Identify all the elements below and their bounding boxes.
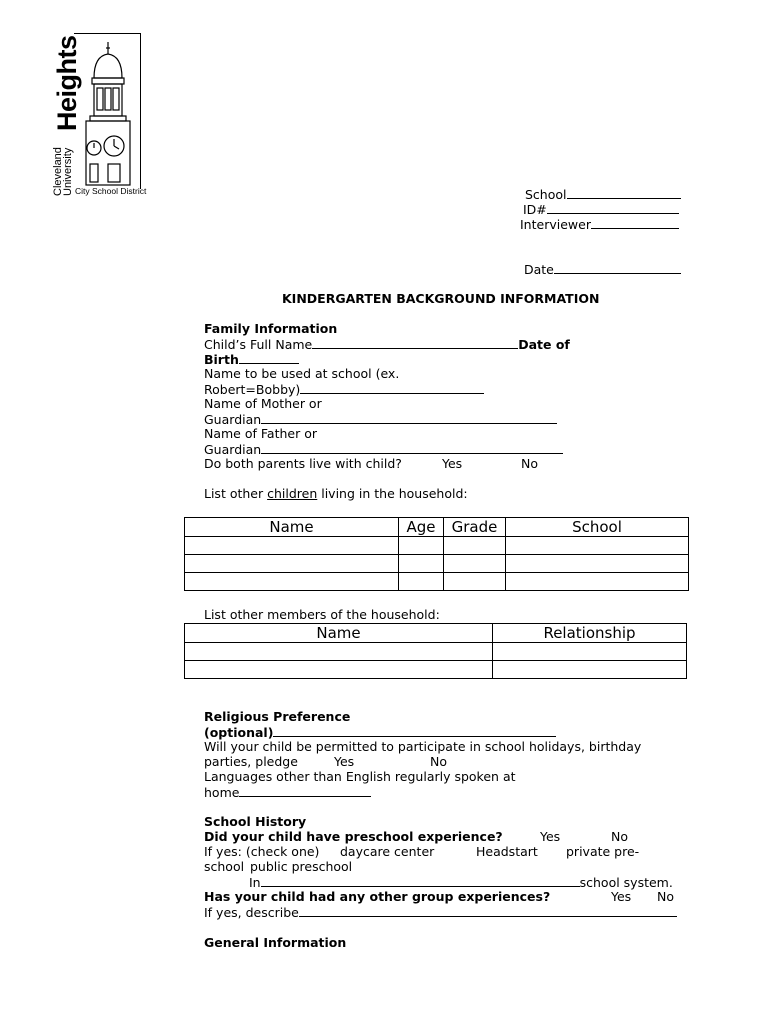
nickname-input-line[interactable] bbox=[300, 381, 484, 394]
children-cell[interactable] bbox=[185, 537, 399, 555]
logo-university-text: University bbox=[62, 147, 74, 196]
date-field[interactable] bbox=[524, 261, 681, 277]
table-row bbox=[185, 537, 689, 555]
children-intro-prefix: List other bbox=[204, 486, 268, 501]
school-input-line[interactable] bbox=[567, 186, 681, 199]
nickname-field[interactable] bbox=[204, 381, 484, 397]
children-header-school: School bbox=[506, 518, 689, 537]
interviewer-field[interactable] bbox=[520, 216, 679, 232]
logo-heights-text: Heights bbox=[52, 35, 82, 131]
date-input-line[interactable] bbox=[554, 261, 681, 274]
logo-cleveland-text: Cleveland bbox=[52, 147, 64, 196]
dob-field[interactable] bbox=[204, 351, 299, 367]
form-title: KINDERGARTEN BACKGROUND INFORMATION bbox=[282, 291, 600, 306]
members-cell[interactable] bbox=[185, 643, 493, 661]
table-row bbox=[185, 643, 687, 661]
father-label-line1: Name of Father or bbox=[204, 426, 317, 441]
members-table bbox=[184, 623, 687, 679]
id-field[interactable] bbox=[523, 201, 679, 217]
describe-input-line[interactable] bbox=[299, 904, 677, 917]
children-cell[interactable] bbox=[506, 555, 689, 573]
date-label: Date bbox=[524, 262, 554, 277]
members-cell[interactable] bbox=[185, 661, 493, 679]
children-cell[interactable] bbox=[399, 555, 444, 573]
mother-field[interactable] bbox=[204, 411, 557, 427]
preschool-question: Did your child have preschool experience? bbox=[204, 829, 503, 844]
holidays-question-line2: parties, pledge bbox=[204, 754, 298, 769]
religion-input-line[interactable] bbox=[273, 724, 556, 737]
children-cell[interactable] bbox=[185, 555, 399, 573]
general-heading: General Information bbox=[204, 935, 347, 950]
nickname-label-line2: Robert=Bobby) bbox=[204, 382, 301, 397]
members-cell[interactable] bbox=[493, 643, 687, 661]
group-experience-question: Has your child had any other group experiences? bbox=[204, 889, 551, 904]
daycare-option[interactable]: daycare center bbox=[340, 844, 435, 859]
children-cell[interactable] bbox=[444, 537, 506, 555]
holidays-yes-option[interactable]: Yes bbox=[334, 754, 355, 769]
mother-input-line[interactable] bbox=[261, 411, 557, 424]
children-cell[interactable] bbox=[185, 573, 399, 591]
dob-input-line[interactable] bbox=[239, 351, 299, 364]
children-header-name: Name bbox=[185, 518, 399, 537]
table-row bbox=[185, 661, 687, 679]
father-field[interactable] bbox=[204, 441, 563, 457]
group-no-option[interactable]: No bbox=[657, 889, 674, 904]
family-heading: Family Information bbox=[204, 321, 338, 336]
members-header-name: Name bbox=[185, 624, 493, 643]
private-preschool-option-part1[interactable]: private pre- bbox=[566, 844, 640, 859]
interviewer-input-line[interactable] bbox=[591, 216, 679, 229]
father-input-line[interactable] bbox=[261, 441, 563, 454]
preschool-no-option[interactable]: No bbox=[611, 829, 628, 844]
mother-label-line2: Guardian bbox=[204, 412, 262, 427]
group-yes-option[interactable]: Yes bbox=[611, 889, 632, 904]
nickname-label-line1: Name to be used at school (ex. bbox=[204, 366, 400, 381]
children-intro bbox=[204, 486, 468, 501]
religion-heading: Religious Preference bbox=[204, 709, 351, 724]
parents-live-yes-option[interactable]: Yes bbox=[442, 456, 463, 471]
children-cell[interactable] bbox=[399, 573, 444, 591]
members-header-relationship: Relationship bbox=[493, 624, 687, 643]
child-name-field[interactable] bbox=[204, 336, 570, 352]
school-history-heading: School History bbox=[204, 814, 307, 829]
child-name-label: Child’s Full Name bbox=[204, 337, 313, 352]
children-cell[interactable] bbox=[444, 573, 506, 591]
parents-live-no-option[interactable]: No bbox=[521, 456, 538, 471]
religion-field[interactable] bbox=[204, 724, 556, 740]
children-table-header bbox=[185, 518, 689, 537]
children-intro-suffix: living in the household: bbox=[317, 486, 468, 501]
children-cell[interactable] bbox=[506, 573, 689, 591]
table-row bbox=[185, 573, 689, 591]
children-table bbox=[184, 517, 689, 591]
children-intro-underlined: children bbox=[267, 486, 318, 501]
describe-field[interactable] bbox=[204, 904, 677, 920]
dob-label-part1: Date of bbox=[518, 337, 570, 352]
children-cell[interactable] bbox=[399, 537, 444, 555]
languages-input-line[interactable] bbox=[239, 784, 371, 797]
check-one-label: If yes: (check one) bbox=[204, 844, 320, 859]
children-cell[interactable] bbox=[506, 537, 689, 555]
members-intro: List other members of the household: bbox=[204, 607, 440, 622]
school-system-label: school system. bbox=[579, 875, 673, 890]
school-label: School bbox=[525, 187, 567, 202]
school-system-input-line[interactable] bbox=[261, 874, 580, 887]
preschool-yes-option[interactable]: Yes bbox=[540, 829, 561, 844]
child-name-input-line[interactable] bbox=[312, 336, 518, 349]
id-label: ID# bbox=[523, 202, 547, 217]
parents-live-question: Do both parents live with child? bbox=[204, 456, 402, 471]
languages-field[interactable] bbox=[204, 784, 371, 800]
interviewer-label: Interviewer bbox=[520, 217, 591, 232]
id-input-line[interactable] bbox=[547, 201, 679, 214]
headstart-option[interactable]: Headstart bbox=[476, 844, 538, 859]
languages-label-line2: home bbox=[204, 785, 240, 800]
holidays-question-line1: Will your child be permitted to participate in school holidays, birthday bbox=[204, 739, 642, 754]
table-row bbox=[185, 555, 689, 573]
logo-district-text: City School District bbox=[75, 186, 147, 196]
father-label-line2: Guardian bbox=[204, 442, 262, 457]
languages-label-line1: Languages other than English regularly spoken at bbox=[204, 769, 516, 784]
children-header-age: Age bbox=[399, 518, 444, 537]
children-header-grade: Grade bbox=[444, 518, 506, 537]
private-preschool-option-part2[interactable]: school bbox=[204, 859, 245, 874]
mother-label-line1: Name of Mother or bbox=[204, 396, 322, 411]
members-table-header bbox=[185, 624, 687, 643]
in-label: In bbox=[249, 875, 261, 890]
members-cell[interactable] bbox=[493, 661, 687, 679]
clock-tower-icon bbox=[80, 42, 136, 188]
dob-label-part2: Birth bbox=[204, 352, 239, 367]
school-system-field[interactable] bbox=[249, 874, 673, 890]
public-preschool-option[interactable]: public preschool bbox=[250, 859, 353, 874]
school-field[interactable] bbox=[525, 186, 681, 202]
holidays-no-option[interactable]: No bbox=[430, 754, 447, 769]
religion-optional-label: (optional) bbox=[204, 725, 274, 740]
children-cell[interactable] bbox=[444, 555, 506, 573]
describe-label: If yes, describe bbox=[204, 905, 299, 920]
